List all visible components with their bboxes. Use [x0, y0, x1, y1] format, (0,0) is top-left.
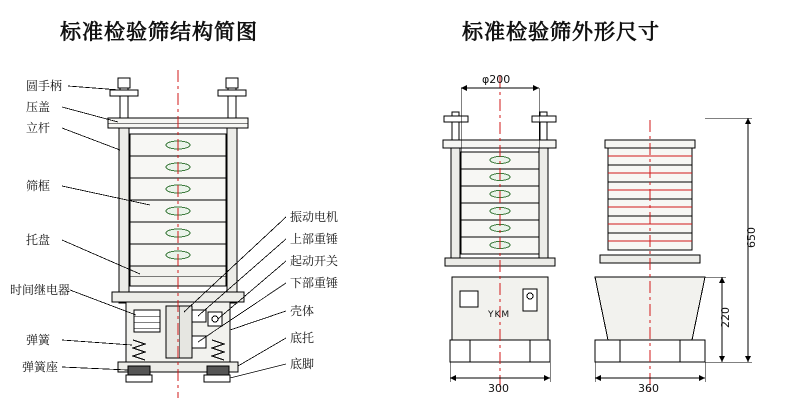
- dim-total-height: 650: [745, 227, 758, 248]
- label-vertical-post: 立杆: [26, 121, 51, 135]
- side-view-drawing: [595, 118, 752, 392]
- round-handle-right: [218, 78, 246, 120]
- label-spring-seat: 弹簧座: [22, 360, 59, 374]
- dim-side-width: 360: [638, 382, 659, 395]
- label-vibration-motor: 振动电机: [290, 210, 339, 224]
- front-view-drawing: [443, 76, 556, 392]
- label-base-support: 底托: [290, 331, 315, 345]
- label-round-handle: 圆手柄: [26, 79, 63, 93]
- label-time-relay: 时间继电器: [10, 283, 71, 297]
- label-housing: 壳体: [290, 304, 315, 318]
- left-diagram-title: 标准检验筛结构简图: [60, 20, 258, 44]
- spring-seat-left: [128, 366, 150, 375]
- round-handle-left: [110, 78, 138, 120]
- left-machine-drawing: [108, 70, 248, 398]
- label-pressure-cover: 压盖: [26, 100, 51, 114]
- label-sieve-frame: 筛框: [26, 179, 51, 193]
- sieve-frame-stack: [130, 134, 226, 266]
- right-diagram-title: 标准检验筛外形尺寸: [462, 20, 660, 44]
- dim-sieve-diameter: φ200: [482, 73, 511, 86]
- vertical-post-right: [227, 128, 237, 303]
- vertical-post-left: [119, 128, 129, 303]
- spring-seat-right: [207, 366, 229, 375]
- machine-foot-right: [204, 375, 230, 382]
- label-upper-weight: 上部重锤: [290, 232, 339, 246]
- label-lower-weight: 下部重锤: [290, 276, 339, 290]
- machine-foot-left: [126, 375, 152, 382]
- label-spring: 弹簧: [26, 333, 51, 347]
- dim-front-width: 300: [488, 382, 509, 395]
- dim-body-height: 220: [719, 307, 732, 328]
- label-foot: 底脚: [290, 357, 315, 371]
- label-tray: 托盘: [26, 233, 51, 247]
- label-start-switch: 起动开关: [290, 254, 339, 268]
- brand-text: YKM: [488, 310, 511, 320]
